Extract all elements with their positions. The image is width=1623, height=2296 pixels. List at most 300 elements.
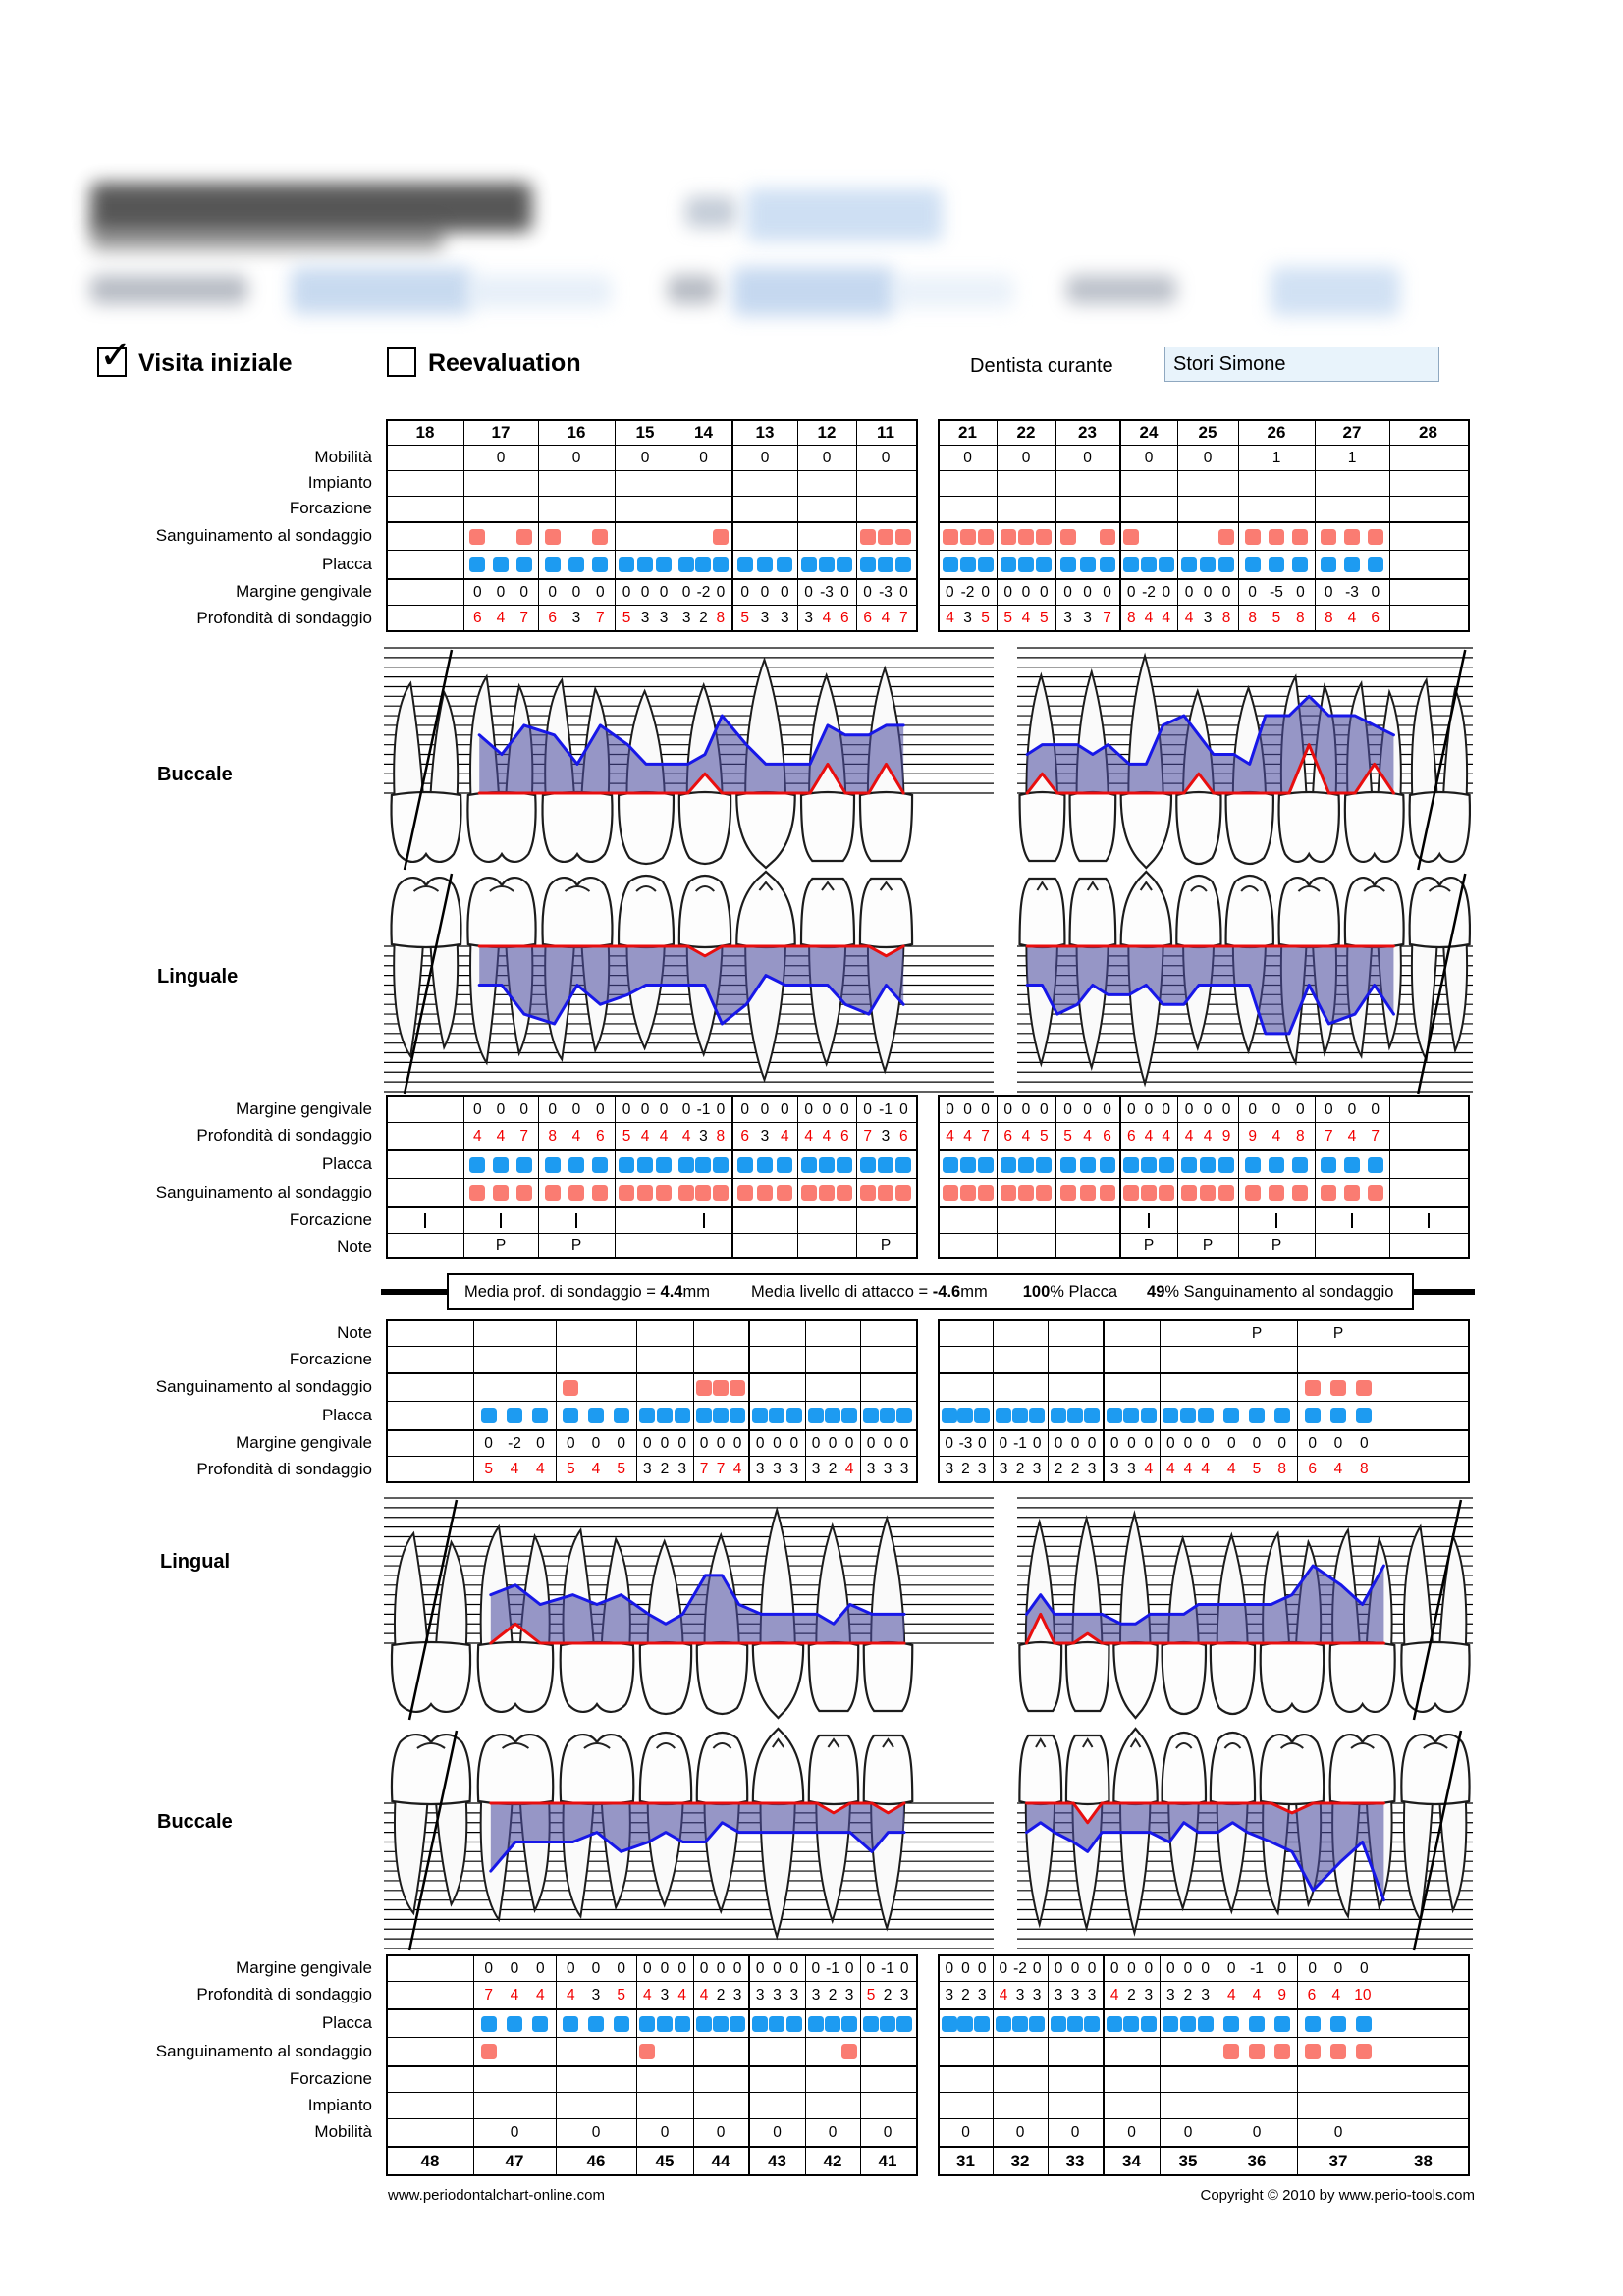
bleeding-square[interactable] xyxy=(713,2044,729,2059)
bleeding-square[interactable] xyxy=(545,529,561,545)
bleeding-square[interactable] xyxy=(777,1185,792,1201)
cell-implant-25[interactable] xyxy=(1178,471,1239,496)
bleeding-square[interactable] xyxy=(808,1380,824,1396)
cell-plaque-12[interactable] xyxy=(798,1151,857,1178)
cell-implant-28[interactable] xyxy=(1390,471,1467,496)
cell-furcation-41[interactable] xyxy=(861,2067,915,2092)
bleeding-square[interactable] xyxy=(1198,2044,1214,2059)
bleeding-square[interactable] xyxy=(481,2044,497,2059)
cell-margin-15[interactable] xyxy=(616,1097,676,1122)
bleeding-square[interactable] xyxy=(675,2044,690,2059)
bleeding-square[interactable] xyxy=(1084,2044,1100,2059)
cell-furcation-42[interactable] xyxy=(806,2067,861,2092)
cell-bleeding-16[interactable] xyxy=(539,523,616,550)
cell-furcation-16[interactable] xyxy=(539,497,616,521)
cell-margin-16[interactable] xyxy=(539,1097,616,1122)
bleeding-square[interactable] xyxy=(1123,529,1139,545)
cell-margin-26[interactable] xyxy=(1239,580,1316,605)
cell-implant-41[interactable] xyxy=(861,2093,915,2118)
cell-plaque-45[interactable] xyxy=(637,1402,694,1429)
cell-plaque-23[interactable] xyxy=(1056,551,1121,578)
bleeding-square[interactable] xyxy=(1181,1185,1197,1201)
cell-furcation-48[interactable] xyxy=(388,2067,474,2092)
plaque-square[interactable] xyxy=(507,2016,522,2032)
bleeding-square[interactable] xyxy=(1356,2044,1372,2059)
plaque-square[interactable] xyxy=(637,557,653,572)
cell-margin-26[interactable] xyxy=(1239,1097,1316,1122)
cell-bleeding-28[interactable] xyxy=(1390,1179,1467,1206)
plaque-square[interactable] xyxy=(568,1157,584,1173)
plaque-square[interactable] xyxy=(1084,1408,1100,1423)
cell-implant-47[interactable] xyxy=(474,2093,557,2118)
cell-bleeding-13[interactable] xyxy=(733,1179,798,1206)
bleeding-square[interactable] xyxy=(657,2044,673,2059)
bleeding-square[interactable] xyxy=(769,1380,784,1396)
bleeding-square[interactable] xyxy=(808,2044,824,2059)
cell-note-45[interactable] xyxy=(637,1321,694,1346)
bleeding-square[interactable] xyxy=(1269,1185,1284,1201)
bleeding-square[interactable] xyxy=(1368,529,1383,545)
plaque-square[interactable] xyxy=(657,2016,673,2032)
plaque-square[interactable] xyxy=(960,557,976,572)
bleeding-square[interactable] xyxy=(896,1380,912,1396)
bleeding-square[interactable] xyxy=(996,2044,1011,2059)
plaque-square[interactable] xyxy=(1001,1157,1016,1173)
cell-bleeding-37[interactable] xyxy=(1298,1374,1380,1401)
cell-margin-41[interactable] xyxy=(861,1956,915,1981)
cell-mobility-37[interactable]: 0 xyxy=(1298,2119,1380,2146)
bleeding-square[interactable] xyxy=(1200,529,1216,545)
plaque-square[interactable] xyxy=(1344,557,1360,572)
cell-plaque-46[interactable] xyxy=(557,2010,637,2037)
cell-plaque-44[interactable] xyxy=(694,2010,750,2037)
cell-plaque-45[interactable] xyxy=(637,2010,694,2037)
bleeding-square[interactable] xyxy=(639,1380,655,1396)
bleeding-square[interactable] xyxy=(786,2044,802,2059)
cell-mobility-23[interactable]: 0 xyxy=(1056,446,1121,470)
cell-plaque-33[interactable] xyxy=(1049,1402,1105,1429)
cell-implant-16[interactable] xyxy=(539,471,616,496)
cell-depth-43[interactable] xyxy=(750,1982,806,2008)
cell-plaque-36[interactable] xyxy=(1217,2010,1298,2037)
cell-mobility-45[interactable]: 0 xyxy=(637,2119,694,2146)
plaque-square[interactable] xyxy=(614,2016,629,2032)
cell-margin-22[interactable] xyxy=(998,1097,1056,1122)
bleeding-square[interactable] xyxy=(1223,2044,1239,2059)
cell-bleeding-38[interactable] xyxy=(1380,2038,1467,2065)
cell-furcation-28[interactable] xyxy=(1390,1208,1467,1233)
plaque-square[interactable] xyxy=(841,1408,857,1423)
cell-note-21[interactable] xyxy=(940,1234,998,1257)
plaque-square[interactable] xyxy=(532,2016,548,2032)
cell-plaque-16[interactable] xyxy=(539,1151,616,1178)
cell-bleeding-24[interactable] xyxy=(1121,523,1178,550)
cell-margin-17[interactable] xyxy=(464,1097,539,1122)
cell-depth-24[interactable] xyxy=(1121,606,1178,630)
bleeding-square[interactable] xyxy=(1080,1185,1096,1201)
cell-margin-48[interactable] xyxy=(388,1956,474,1981)
cell-furcation-37[interactable] xyxy=(1298,1347,1380,1372)
plaque-square[interactable] xyxy=(493,557,509,572)
cell-depth-11[interactable] xyxy=(857,606,915,630)
cell-bleeding-33[interactable] xyxy=(1049,1374,1105,1401)
plaque-square[interactable] xyxy=(1305,2016,1321,2032)
cell-furcation-15[interactable] xyxy=(616,497,676,521)
cell-bleeding-31[interactable] xyxy=(940,1374,994,1401)
cell-plaque-26[interactable] xyxy=(1239,551,1316,578)
plaque-square[interactable] xyxy=(695,1157,711,1173)
plaque-square[interactable] xyxy=(880,2016,895,2032)
cell-note-46[interactable] xyxy=(557,1321,637,1346)
cell-furcation-22[interactable] xyxy=(998,1208,1056,1233)
bleeding-square[interactable] xyxy=(786,1380,802,1396)
cell-furcation-18[interactable] xyxy=(388,1208,464,1233)
plaque-square[interactable] xyxy=(1181,1157,1197,1173)
bleeding-square[interactable] xyxy=(777,529,792,545)
plaque-square[interactable] xyxy=(1012,1408,1028,1423)
bleeding-square[interactable] xyxy=(757,529,773,545)
bleeding-square[interactable] xyxy=(713,529,729,545)
bleeding-square[interactable] xyxy=(1321,529,1336,545)
plaque-square[interactable] xyxy=(819,1157,835,1173)
cell-margin-25[interactable] xyxy=(1178,1097,1239,1122)
bleeding-square[interactable] xyxy=(1123,2044,1139,2059)
plaque-square[interactable] xyxy=(1245,1157,1261,1173)
plaque-square[interactable] xyxy=(1245,557,1261,572)
cell-depth-21[interactable] xyxy=(940,606,998,630)
cell-implant-37[interactable] xyxy=(1298,2093,1380,2118)
cell-implant-42[interactable] xyxy=(806,2093,861,2118)
bleeding-square[interactable] xyxy=(860,529,876,545)
bleeding-square[interactable] xyxy=(878,529,893,545)
cell-bleeding-26[interactable] xyxy=(1239,1179,1316,1206)
bleeding-square[interactable] xyxy=(614,2044,629,2059)
cell-mobility-18[interactable] xyxy=(388,446,464,470)
cell-bleeding-44[interactable] xyxy=(694,1374,750,1401)
cell-margin-37[interactable] xyxy=(1298,1431,1380,1456)
plaque-square[interactable] xyxy=(1159,1157,1174,1173)
cell-margin-12[interactable] xyxy=(798,1097,857,1122)
bleeding-square[interactable] xyxy=(825,2044,840,2059)
bleeding-square[interactable] xyxy=(942,1380,957,1396)
cell-margin-44[interactable] xyxy=(694,1431,750,1456)
plaque-square[interactable] xyxy=(1141,557,1157,572)
plaque-square[interactable] xyxy=(532,1408,548,1423)
cell-furcation-24[interactable] xyxy=(1121,497,1178,521)
plaque-square[interactable] xyxy=(713,1157,729,1173)
cell-margin-42[interactable] xyxy=(806,1431,861,1456)
cell-implant-24[interactable] xyxy=(1121,471,1178,496)
cell-furcation-33[interactable] xyxy=(1049,2067,1105,2092)
cell-furcation-47[interactable] xyxy=(474,2067,557,2092)
plaque-square[interactable] xyxy=(637,1157,653,1173)
cell-plaque-34[interactable] xyxy=(1105,2010,1161,2037)
cell-plaque-42[interactable] xyxy=(806,2010,861,2037)
plaque-square[interactable] xyxy=(1018,557,1034,572)
cell-mobility-14[interactable]: 0 xyxy=(676,446,733,470)
bleeding-square[interactable] xyxy=(757,1185,773,1201)
bleeding-square[interactable] xyxy=(996,1380,1011,1396)
bleeding-square[interactable] xyxy=(863,1380,879,1396)
bleeding-square[interactable] xyxy=(1321,1185,1336,1201)
plaque-square[interactable] xyxy=(507,1408,522,1423)
cell-bleeding-48[interactable] xyxy=(388,1374,474,1401)
bleeding-square[interactable] xyxy=(1012,2044,1028,2059)
cell-margin-41[interactable] xyxy=(861,1431,915,1456)
cell-furcation-17[interactable] xyxy=(464,497,539,521)
cell-depth-22[interactable] xyxy=(998,1123,1056,1149)
bleeding-square[interactable] xyxy=(1051,2044,1066,2059)
plaque-square[interactable] xyxy=(1029,2016,1045,2032)
cell-depth-25[interactable] xyxy=(1178,1123,1239,1149)
bleeding-square[interactable] xyxy=(592,529,608,545)
cell-furcation-32[interactable] xyxy=(994,2067,1049,2092)
plaque-square[interactable] xyxy=(730,1408,745,1423)
cell-bleeding-41[interactable] xyxy=(861,2038,915,2065)
bleeding-square[interactable] xyxy=(493,1185,509,1201)
cell-bleeding-14[interactable] xyxy=(676,1179,733,1206)
plaque-square[interactable] xyxy=(1249,1408,1265,1423)
cell-bleeding-28[interactable] xyxy=(1390,523,1467,550)
plaque-square[interactable] xyxy=(493,1157,509,1173)
bleeding-square[interactable] xyxy=(568,529,584,545)
plaque-square[interactable] xyxy=(860,1157,876,1173)
cell-bleeding-33[interactable] xyxy=(1049,2038,1105,2065)
plaque-square[interactable] xyxy=(1368,1157,1383,1173)
bleeding-square[interactable] xyxy=(1018,529,1034,545)
plaque-square[interactable] xyxy=(545,557,561,572)
cell-furcation-37[interactable] xyxy=(1298,2067,1380,2092)
cell-note-47[interactable] xyxy=(474,1321,557,1346)
cell-depth-18[interactable] xyxy=(388,1123,464,1149)
plaque-square[interactable] xyxy=(1051,2016,1066,2032)
bleeding-square[interactable] xyxy=(895,1185,911,1201)
bleeding-square[interactable] xyxy=(1218,1185,1234,1201)
cell-bleeding-26[interactable] xyxy=(1239,523,1316,550)
plaque-square[interactable] xyxy=(1163,1408,1178,1423)
cell-bleeding-35[interactable] xyxy=(1161,2038,1217,2065)
cell-bleeding-47[interactable] xyxy=(474,1374,557,1401)
cell-plaque-25[interactable] xyxy=(1178,1151,1239,1178)
plaque-square[interactable] xyxy=(896,2016,912,2032)
cell-margin-21[interactable] xyxy=(940,1097,998,1122)
plaque-square[interactable] xyxy=(1141,1408,1157,1423)
plaque-square[interactable] xyxy=(1321,1157,1336,1173)
plaque-square[interactable] xyxy=(786,1408,802,1423)
cell-margin-37[interactable] xyxy=(1298,1956,1380,1981)
cell-furcation-35[interactable] xyxy=(1161,1347,1217,1372)
cell-margin-45[interactable] xyxy=(637,1956,694,1981)
plaque-square[interactable] xyxy=(752,1408,768,1423)
cell-implant-23[interactable] xyxy=(1056,471,1121,496)
bleeding-square[interactable] xyxy=(801,1185,817,1201)
cell-bleeding-22[interactable] xyxy=(998,1179,1056,1206)
bleeding-square[interactable] xyxy=(1330,1380,1346,1396)
bleeding-square[interactable] xyxy=(1344,1185,1360,1201)
plaque-square[interactable] xyxy=(695,557,711,572)
plaque-square[interactable] xyxy=(1321,557,1336,572)
cell-bleeding-36[interactable] xyxy=(1217,1374,1298,1401)
cell-furcation-45[interactable] xyxy=(637,1347,694,1372)
cell-plaque-24[interactable] xyxy=(1121,551,1178,578)
cell-mobility-35[interactable]: 0 xyxy=(1161,2119,1217,2146)
plaque-square[interactable] xyxy=(568,557,584,572)
cell-note-18[interactable] xyxy=(388,1234,464,1257)
bleeding-square[interactable] xyxy=(1080,529,1096,545)
cell-plaque-38[interactable] xyxy=(1380,2010,1467,2037)
cell-mobility-21[interactable]: 0 xyxy=(940,446,998,470)
cell-furcation-44[interactable] xyxy=(694,1347,750,1372)
cell-margin-47[interactable] xyxy=(474,1956,557,1981)
plaque-square[interactable] xyxy=(614,1408,629,1423)
bleeding-square[interactable] xyxy=(1141,1380,1157,1396)
cell-depth-47[interactable] xyxy=(474,1982,557,2008)
plaque-square[interactable] xyxy=(860,557,876,572)
cell-note-35[interactable] xyxy=(1161,1321,1217,1346)
cell-bleeding-14[interactable] xyxy=(676,523,733,550)
bleeding-square[interactable] xyxy=(730,2044,745,2059)
plaque-square[interactable] xyxy=(895,557,911,572)
bleeding-square[interactable] xyxy=(1269,529,1284,545)
cell-furcation-41[interactable] xyxy=(861,1347,915,1372)
cell-depth-26[interactable] xyxy=(1239,606,1316,630)
plaque-square[interactable] xyxy=(1181,557,1197,572)
cell-implant-14[interactable] xyxy=(676,471,733,496)
cell-bleeding-27[interactable] xyxy=(1316,523,1390,550)
cell-note-28[interactable] xyxy=(1390,1234,1467,1257)
cell-margin-31[interactable] xyxy=(940,1431,994,1456)
plaque-square[interactable] xyxy=(757,1157,773,1173)
bleeding-square[interactable] xyxy=(1141,2044,1157,2059)
cell-margin-28[interactable] xyxy=(1390,580,1467,605)
cell-margin-11[interactable] xyxy=(857,1097,915,1122)
cell-depth-25[interactable] xyxy=(1178,606,1239,630)
bleeding-square[interactable] xyxy=(1100,529,1115,545)
plaque-square[interactable] xyxy=(1036,557,1052,572)
bleeding-square[interactable] xyxy=(695,529,711,545)
bleeding-square[interactable] xyxy=(752,2044,768,2059)
cell-bleeding-31[interactable] xyxy=(940,2038,994,2065)
cell-mobility-48[interactable] xyxy=(388,2119,474,2146)
bleeding-square[interactable] xyxy=(1159,529,1174,545)
cell-mobility-42[interactable]: 0 xyxy=(806,2119,861,2146)
bleeding-square[interactable] xyxy=(1218,529,1234,545)
cell-depth-38[interactable] xyxy=(1380,1982,1467,2008)
cell-mobility-26[interactable]: 1 xyxy=(1239,446,1316,470)
cell-depth-34[interactable] xyxy=(1105,1457,1161,1481)
bleeding-square[interactable] xyxy=(943,1185,958,1201)
bleeding-square[interactable] xyxy=(675,1380,690,1396)
plaque-square[interactable] xyxy=(825,1408,840,1423)
cell-furcation-26[interactable] xyxy=(1239,497,1316,521)
plaque-square[interactable] xyxy=(1123,1408,1139,1423)
cell-furcation-25[interactable] xyxy=(1178,1208,1239,1233)
plaque-square[interactable] xyxy=(675,1408,690,1423)
cell-furcation-14[interactable] xyxy=(676,497,733,521)
cell-note-26[interactable]: P xyxy=(1239,1234,1316,1257)
bleeding-square[interactable] xyxy=(507,2044,522,2059)
cell-margin-11[interactable] xyxy=(857,580,915,605)
cell-depth-28[interactable] xyxy=(1390,606,1467,630)
plaque-square[interactable] xyxy=(825,2016,840,2032)
cell-plaque-27[interactable] xyxy=(1316,551,1390,578)
bleeding-square[interactable] xyxy=(895,529,911,545)
plaque-square[interactable] xyxy=(1223,2016,1239,2032)
plaque-square[interactable] xyxy=(713,557,729,572)
plaque-square[interactable] xyxy=(841,2016,857,2032)
cell-furcation-47[interactable] xyxy=(474,1347,557,1372)
bleeding-square[interactable] xyxy=(568,1185,584,1201)
cell-mobility-27[interactable]: 1 xyxy=(1316,446,1390,470)
cell-depth-23[interactable] xyxy=(1056,606,1121,630)
bleeding-square[interactable] xyxy=(1200,1185,1216,1201)
cell-note-33[interactable] xyxy=(1049,1321,1105,1346)
plaque-square[interactable] xyxy=(1163,2016,1178,2032)
cell-bleeding-44[interactable] xyxy=(694,2038,750,2065)
plaque-square[interactable] xyxy=(1123,1157,1139,1173)
bleeding-square[interactable] xyxy=(1180,2044,1196,2059)
plaque-square[interactable] xyxy=(639,1408,655,1423)
cell-bleeding-13[interactable] xyxy=(733,523,798,550)
plaque-square[interactable] xyxy=(481,1408,497,1423)
bleeding-square[interactable] xyxy=(516,1185,532,1201)
bleeding-square[interactable] xyxy=(978,529,994,545)
bleeding-square[interactable] xyxy=(1245,1185,1261,1201)
cell-bleeding-23[interactable] xyxy=(1056,523,1121,550)
cell-margin-21[interactable] xyxy=(940,580,998,605)
cell-implant-45[interactable] xyxy=(637,2093,694,2118)
cell-furcation-43[interactable] xyxy=(750,1347,806,1372)
cell-plaque-23[interactable] xyxy=(1056,1151,1121,1178)
plaque-square[interactable] xyxy=(942,2016,957,2032)
cell-plaque-13[interactable] xyxy=(733,1151,798,1178)
cell-mobility-11[interactable]: 0 xyxy=(881,449,891,466)
plaque-square[interactable] xyxy=(1223,1408,1239,1423)
cell-margin-45[interactable] xyxy=(637,1431,694,1456)
bleeding-square[interactable] xyxy=(695,1185,711,1201)
cell-depth-13[interactable] xyxy=(733,1123,798,1149)
plaque-square[interactable] xyxy=(960,1157,976,1173)
bleeding-square[interactable] xyxy=(588,2044,604,2059)
cell-bleeding-32[interactable] xyxy=(994,2038,1049,2065)
cell-margin-13[interactable] xyxy=(733,1097,798,1122)
cell-furcation-11[interactable] xyxy=(857,1208,915,1233)
bleeding-square[interactable] xyxy=(1159,1185,1174,1201)
bleeding-square[interactable] xyxy=(507,1380,522,1396)
plaque-square[interactable] xyxy=(1330,1408,1346,1423)
plaque-square[interactable] xyxy=(819,557,835,572)
plaque-square[interactable] xyxy=(1036,1157,1052,1173)
plaque-square[interactable] xyxy=(957,2016,973,2032)
cell-plaque-47[interactable] xyxy=(474,2010,557,2037)
bleeding-square[interactable] xyxy=(1067,1380,1083,1396)
cell-plaque-21[interactable] xyxy=(940,1151,998,1178)
cell-furcation-31[interactable] xyxy=(940,1347,994,1372)
bleeding-square[interactable] xyxy=(1292,1185,1308,1201)
cell-plaque-28[interactable] xyxy=(1390,1151,1467,1178)
cell-bleeding-25[interactable] xyxy=(1178,1179,1239,1206)
cell-plaque-43[interactable] xyxy=(750,1402,806,1429)
plaque-square[interactable] xyxy=(895,1157,911,1173)
cell-bleeding-24[interactable] xyxy=(1121,1179,1178,1206)
cell-plaque-28[interactable] xyxy=(1390,551,1467,578)
plaque-square[interactable] xyxy=(1141,2016,1157,2032)
bleeding-square[interactable] xyxy=(974,1380,990,1396)
cell-furcation-12[interactable] xyxy=(798,497,857,521)
cell-margin-15[interactable] xyxy=(616,580,676,605)
bleeding-square[interactable] xyxy=(1036,1185,1052,1201)
plaque-square[interactable] xyxy=(1274,2016,1290,2032)
